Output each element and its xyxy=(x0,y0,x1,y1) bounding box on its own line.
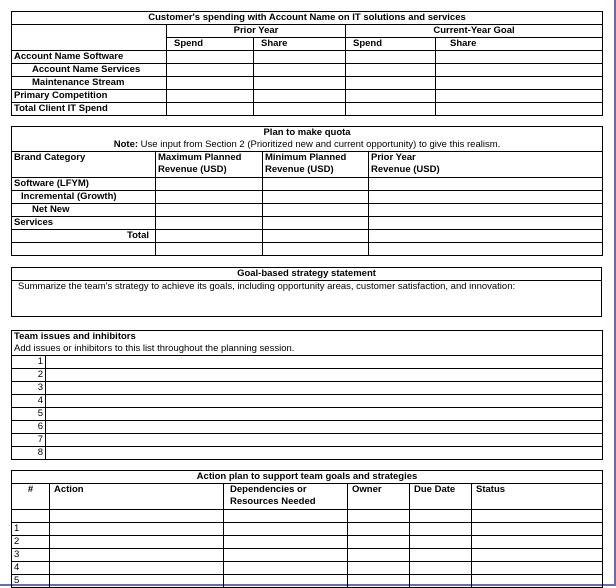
spending-cell[interactable] xyxy=(436,51,603,64)
spending-cell[interactable] xyxy=(167,64,254,77)
action-cell[interactable] xyxy=(472,523,603,536)
quota-note xyxy=(12,139,603,152)
quota-row-label: Services xyxy=(12,217,156,230)
spending-cell[interactable] xyxy=(167,77,254,90)
quota-cell[interactable] xyxy=(263,178,369,191)
issue-number: 1 xyxy=(12,356,46,369)
issue-number: 3 xyxy=(12,382,46,395)
brand-category-header: Brand Category xyxy=(12,152,156,178)
spending-cell[interactable] xyxy=(167,51,254,64)
prior-share-header: Share xyxy=(254,38,346,51)
action-cell[interactable] xyxy=(410,549,472,562)
quota-cell[interactable] xyxy=(369,243,603,256)
action-cell[interactable] xyxy=(224,562,348,575)
action-cell[interactable] xyxy=(472,536,603,549)
issue-number: 6 xyxy=(12,421,46,434)
spending-title: Customer's spending with Account Name on IT solutions and services xyxy=(12,12,603,25)
quota-cell[interactable] xyxy=(369,230,603,243)
action-title: Action plan to support team goals and strategies xyxy=(12,471,603,484)
action-cell[interactable] xyxy=(472,549,603,562)
action-cell[interactable] xyxy=(224,536,348,549)
action-cell[interactable] xyxy=(50,549,224,562)
quota-note-label: Note: xyxy=(113,139,139,150)
action-number: 5 xyxy=(12,575,50,588)
issues-title: Team issues and inhibitors xyxy=(12,331,603,344)
quota-row-label: Software (LFYM) xyxy=(12,178,156,191)
spending-cell[interactable] xyxy=(436,77,603,90)
spending-cell[interactable] xyxy=(346,64,436,77)
spending-cell[interactable] xyxy=(436,103,603,116)
spending-cell[interactable] xyxy=(254,77,346,90)
action-cell[interactable] xyxy=(50,536,224,549)
spending-cell[interactable] xyxy=(254,51,346,64)
prior-revenue-header: Prior Year Revenue (USD) xyxy=(369,152,603,178)
action-cell[interactable] xyxy=(224,523,348,536)
issue-cell[interactable] xyxy=(46,434,603,447)
min-revenue-header: Minimum Planned Revenue (USD) xyxy=(263,152,369,178)
issue-number: 4 xyxy=(12,395,46,408)
current-spend-header: Spend xyxy=(346,38,436,51)
spending-cell[interactable] xyxy=(436,90,603,103)
spending-cell[interactable] xyxy=(436,64,603,77)
action-cell[interactable] xyxy=(50,523,224,536)
quota-table xyxy=(11,126,603,256)
quota-cell[interactable] xyxy=(369,191,603,204)
prior-year-header: Prior Year xyxy=(167,25,346,38)
spending-cell[interactable] xyxy=(346,51,436,64)
quota-title: Plan to make quota xyxy=(12,127,603,140)
action-cell[interactable] xyxy=(472,510,603,523)
current-year-header: Current-Year Goal xyxy=(346,25,603,38)
action-cell[interactable] xyxy=(410,523,472,536)
spending-cell[interactable] xyxy=(167,103,254,116)
action-number: 3 xyxy=(12,549,50,562)
quota-total-label: Total xyxy=(12,230,156,243)
spending-cell[interactable] xyxy=(346,103,436,116)
issue-cell[interactable] xyxy=(46,408,603,421)
quota-cell[interactable] xyxy=(156,191,263,204)
action-cell[interactable] xyxy=(224,510,348,523)
action-cell[interactable] xyxy=(50,562,224,575)
action-cell[interactable] xyxy=(50,510,224,523)
quota-cell[interactable] xyxy=(369,217,603,230)
dependencies-header: Dependencies or Resources Needed xyxy=(224,484,348,510)
action-cell[interactable] xyxy=(348,510,410,523)
spending-row-label: Primary Competition xyxy=(12,90,167,103)
strategy-prompt: Summarize the team's strategy to achieve its goals, including opportunity areas, customer satisfaction, and innovation: xyxy=(18,281,516,292)
issue-cell[interactable] xyxy=(46,356,603,369)
quota-cell[interactable] xyxy=(156,217,263,230)
quota-cell[interactable] xyxy=(369,178,603,191)
action-cell[interactable] xyxy=(472,562,603,575)
quota-cell[interactable] xyxy=(156,204,263,217)
current-share-header: Share xyxy=(436,38,603,51)
quota-cell[interactable] xyxy=(156,230,263,243)
action-number: 4 xyxy=(12,562,50,575)
spending-row-label: Account Name Software xyxy=(12,51,167,64)
action-num-header: # xyxy=(12,484,50,510)
due-date-header: Due Date xyxy=(410,484,472,510)
spending-row-label: Account Name Services xyxy=(12,64,167,77)
action-cell[interactable] xyxy=(348,562,410,575)
issue-number: 7 xyxy=(12,434,46,447)
action-number: 1 xyxy=(12,523,50,536)
issue-cell[interactable] xyxy=(46,369,603,382)
strategy-title: Goal-based strategy statement xyxy=(12,268,602,281)
quota-row-label: Incremental (Growth) xyxy=(12,191,156,204)
action-cell[interactable] xyxy=(348,536,410,549)
action-cell[interactable] xyxy=(348,549,410,562)
action-cell[interactable] xyxy=(224,549,348,562)
issues-table xyxy=(11,330,603,460)
action-number: 2 xyxy=(12,536,50,549)
action-cell[interactable] xyxy=(410,562,472,575)
issue-cell[interactable] xyxy=(46,382,603,395)
spending-cell[interactable] xyxy=(254,90,346,103)
quota-cell[interactable] xyxy=(263,217,369,230)
quota-cell[interactable] xyxy=(263,191,369,204)
quota-note-text: Use input from Section 2 (Prioritized new and current opportunity) to give this realism. xyxy=(138,139,501,150)
quota-row-label: Net New xyxy=(12,204,156,217)
quota-cell[interactable] xyxy=(263,243,369,256)
action-header: Action xyxy=(50,484,224,510)
max-revenue-header: Maximum Planned Revenue (USD) xyxy=(156,152,263,178)
strategy-text-area[interactable] xyxy=(12,281,602,317)
issue-cell[interactable] xyxy=(46,395,603,408)
quota-cell[interactable] xyxy=(156,178,263,191)
quota-cell[interactable] xyxy=(263,204,369,217)
issue-cell[interactable] xyxy=(46,447,603,460)
issue-cell[interactable] xyxy=(46,421,603,434)
spending-row-label: Total Client IT Spend xyxy=(12,103,167,116)
quota-cell[interactable] xyxy=(263,230,369,243)
spending-cell[interactable] xyxy=(254,64,346,77)
status-header: Status xyxy=(472,484,603,510)
spending-cell[interactable] xyxy=(346,77,436,90)
issue-number: 8 xyxy=(12,447,46,460)
action-cell[interactable] xyxy=(410,510,472,523)
action-table xyxy=(11,470,603,588)
spending-cell[interactable] xyxy=(346,90,436,103)
spending-row-label: Maintenance Stream xyxy=(12,77,167,90)
owner-header: Owner xyxy=(348,484,410,510)
action-cell[interactable] xyxy=(410,536,472,549)
strategy-table xyxy=(11,267,602,317)
quota-cell[interactable] xyxy=(369,204,603,217)
issue-number: 5 xyxy=(12,408,46,421)
prior-spend-header: Spend xyxy=(167,38,254,51)
action-cell[interactable] xyxy=(348,523,410,536)
spending-cell[interactable] xyxy=(254,103,346,116)
spending-table xyxy=(11,11,603,116)
issues-subtitle: Add issues or inhibitors to this list throughout the planning session. xyxy=(12,343,603,356)
issue-number: 2 xyxy=(12,369,46,382)
spending-cell[interactable] xyxy=(167,90,254,103)
quota-cell[interactable] xyxy=(156,243,263,256)
